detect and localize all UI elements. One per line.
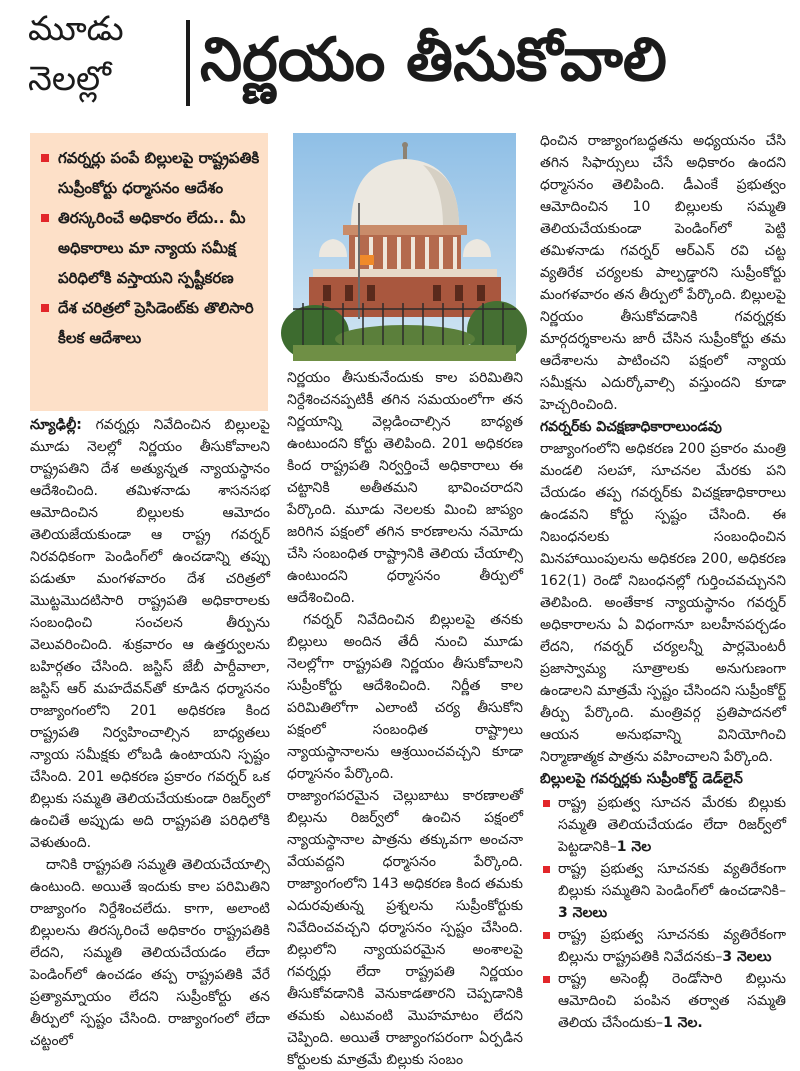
deadline-text: రాష్ట్ర అసెంబ్లీ రెండోసారి బిల్లును ఆమోదించి పంపిన తర్వాత సమ్మతి తెలియ చేసేందుకు– [558, 971, 786, 1031]
deadline-duration: 3 నెలలు [558, 905, 608, 921]
supreme-court-photo [293, 133, 516, 361]
highlight-item: తిరస్కరించే అధికారం లేదు.. మీ అధికారాలు మా న్యాయ సమీక్ష పరిధిలోకి వస్తాయని స్పష్టీకరణ [36, 203, 260, 293]
photo-facade [309, 277, 501, 317]
deadline-text: రాష్ట్ర ప్రభుత్వ సూచనకు వ్యతిరేకంగా బిల్లును రాష్ట్రపతికి నివేదనకు– [558, 927, 786, 965]
highlights-box [30, 133, 268, 411]
highlight-item: గవర్నర్లు పంపే బిల్లులపై రాష్ట్రపతికి సుప్రీంకోర్టు ధర్మాసనం ఆదేశం [36, 143, 260, 203]
deadline-duration: 3 నెలలు [722, 949, 772, 965]
article-paragraph: రాజ్యాంగపరమైన చెల్లుబాటు కారణాలతో బిల్లును రిజర్వ్‌లో ఉంచిన పక్షంలో న్యాయస్థానాల పాత్రను తక్కువగా అంచనా వేయవద్దని ధర్మాసనం పేర్కొంది. రాజ్యాంగంలోని 143 అధికరణ కింద తమకు ఎదురవుతున్న ప్రశ్నలను సుప్రీంకోర్టుకు నివేదించవచ్చని ధర్మాసనం స్పష్టం చేసింది. బిల్లులోని న్యాయపరమైన అంశాలపై గవర్నర్లు లేదా రాష్ట్రపతి నిర్ణయం తీసుకోవడానికి వెనుకాడతారని చెప్పడానికి తమకు ఎటువంటి మొహమాటం లేదని చెప్పింది. అయితే రాజ్యాంగపరంగా ఏర్పడిన కోర్టులకు మాత్రమే బిల్లుకు సంబం [287, 788, 523, 1068]
right-column [540, 130, 786, 1031]
deadline-item [540, 968, 786, 1034]
headline-title: నిర్ణయం తీసుకోవాలి [200, 25, 667, 95]
deadline-item [540, 858, 786, 924]
headline-divider [186, 20, 190, 106]
left-column [30, 414, 270, 1049]
deadline-item [540, 792, 786, 858]
photo-ground [293, 345, 516, 361]
highlight-item: దేశ చరిత్రలో ప్రెసిడెంట్‌కు తొలిసారి కీలక ఆదేశాలు [36, 293, 260, 353]
dateline: న్యూఢిల్లీ: [30, 417, 82, 433]
article-paragraph: గవర్నర్ నివేదించిన బిల్లులపై తనకు బిల్లులు అందిన తేదీ నుంచి మూడు నెలల్లోగా రాష్ట్రపతి నిర్ణయం తీసుకోవాలని సుప్రీంకోర్టు ఆదేశించింది. నిర్ణీత కాల పరిమితిలోగా ఎలాంటి చర్య తీసుకోని పక్షంలో సంబంధిత రాష్ట్రాలు న్యాయస్థానాలను ఆశ్రయించవచ్చని కూడా ధర్మాసనం పేర్కొంది. [287, 612, 523, 782]
kicker-line-1: మూడు [28, 9, 124, 49]
subheading-deadline: బిల్లులపై గవర్నర్లకు సుప్రీంకోర్ట్ డెడ్‌లైన్ [540, 771, 743, 787]
subheading-discretion: గవర్నర్‌కు విచక్షణాధికారాలుండవు [540, 419, 722, 435]
headline-kicker [28, 4, 180, 116]
article-paragraph: నిర్ణయం తీసుకునేందుకు కాల పరిమితిని నిర్దేశించనప్పటికీ తగిన సమయంలోగా తన నిర్ణయాన్ని వెల్లడించాల్సిన బాధ్యత ఉంటుందని కోర్టు తెలిపింది. 201 అధికరణ కింద రాష్ట్రపతి నిర్వర్తించే అధికారాలు ఈ చట్టానికి అతీతమని భావించరాదని పేర్కొంది. మూడు నెలలకు మించి జాప్యం జరిగిన పక్షంలో తగిన కారణాలను నమోదు చేసి సంబంధిత రాష్ట్రానికి తెలియ చేయాల్సి ఉంటుందని ధర్మాసనం తీర్పులో ఆదేశించింది. [287, 370, 523, 606]
deadline-duration: 1 నెల [616, 839, 652, 855]
article-paragraph [30, 414, 270, 854]
article-paragraph: దానికి రాష్ట్రపతి సమ్మతి తెలియచేయాల్సి ఉంటుంది. అయితే ఇందుకు కాల పరిమితిని రాజ్యాంగం నిర్దేశించలేదు. కాగా, అలాంటి బిల్లులను తిరస్కరించే అధికారం రాష్ట్రపతికి లేదని, సమ్మతి తెలియచేయడం లేదా పెండింగ్‌లో ఉంచడం తప్ప రాష్ట్రపతికి వేరే ప్రత్యామ్నాయం లేదని సుప్రీంకోర్టు తన తీర్పులో స్పష్టం చేసింది. రాజ్యాంగంలో లేదా చట్టంలో [30, 857, 270, 1049]
article-paragraph: రాజ్యాంగంలోని అధికరణ 200 ప్రకారం మంత్రి మండలి సలహా, సూచనల మేరకు పని చేయడం తప్ప గవర్నర్‌కు విచక్షణాధికారాలు ఉండవని కోర్టు స్పష్టం చేసింది. ఈ నిబంధనలకు సంబంధించిన మినహాయింపులను అధికరణ 200, అధికరణ 162(1) రెండో నిబంధనల్లో గుర్తించవచ్చునని తెలిపింది. అంతేకాక న్యాయస్థానం గవర్నర్ అధికారాలను ఏ విధంగానూ బలహీనపర్చడం లేదని, గవర్నర్ చర్యలన్నీ పార్లమెంటరీ ప్రజాస్వామ్య సూత్రాలకు అనుగుణంగా ఉండాలని మాత్రమే స్పష్టం చేసిందని సుప్రీంకోర్ట్ తీర్పు పేర్కొంది. మంత్రివర్గ ప్రతిపాదనలో ఆయన అనుభవాన్ని వినియోగించి నిర్మాణాత్మక పాత్రను వహించాలని పేర్కొంది. [540, 441, 786, 765]
deadline-list [540, 792, 786, 1034]
photo-dome-ring [343, 225, 467, 235]
photo-drum [349, 235, 461, 271]
photo-cornice [313, 269, 497, 277]
deadline-duration: 1 నెల. [663, 1015, 703, 1031]
deadline-item [540, 924, 786, 968]
middle-column [287, 367, 523, 1068]
paragraph-text: గవర్నర్లు నివేదించిన బిల్లులపై మూడు నెలల్లో నిర్ణయం తీసుకోవాలని రాష్ట్రపతిని దేశ అత్యున్నత న్యాయస్థానం ఆదేశించింది. తమిళనాడు శాసనసభ ఆమోదించిన బిల్లులకు ఆమోదం తెలియజేయకుండా ఆ రాష్ట్ర గవర్నర్ నిరవధికంగా పెండింగ్‌లో ఉంచడాన్ని తప్పు పడుతూ మంగళవారం దేశ చరిత్రలో మొట్టమొదటిసారి రాష్ట్రపతి అధికారాలకు సంబంధించి సంచలన తీర్పును వెలువరించింది. శుక్రవారం ఆ ఉత్తర్వులను బహిర్గతం చేసింది. జస్టిస్ జేబీ పార్దీవాలా, జస్టిస్ ఆర్ మహదేవన్‌తో కూడిన ధర్మాసనం రాజ్యాంగంలోని 201 అధికరణ కింద రాష్ట్రపతి నిర్వహించాల్సిన బాధ్యతలు న్యాయ సమీక్షకు లోబడి ఉంటాయని స్పష్టం చేసింది. 201 అధికరణ ప్రకారం గవర్నర్ ఒక బిల్లుకు సమ్మతి తెలియచేయకుండా రిజర్వ్‌లో ఉంచితే అప్పుడు అది రాష్ట్రపతి పరిధిలోకి వెళుతుంది. [30, 417, 270, 851]
photo-finial-top [402, 142, 408, 148]
supreme-court-photo-image [293, 133, 516, 361]
photo-flag [360, 255, 374, 265]
highlights-list [36, 143, 260, 353]
deadline-text: రాష్ట్ర ప్రభుత్వ సూచన మేరకు బిల్లుకు సమ్మతి తెలియచేయడం లేదా రిజర్వ్‌లో పెట్టడానికి– [558, 795, 786, 855]
deadline-text: రాష్ట్ర ప్రభుత్వ సూచనకు వ్యతిరేకంగా బిల్లుకు సమ్మతిని పెండింగ్‌లో ఉంచడానికి– [558, 861, 786, 899]
kicker-line-2: నెలల్లో [28, 59, 111, 99]
article-paragraph: ధించిన రాజ్యాంగబద్ధతను అధ్యయనం చేసి తగిన సిఫార్సులు చేసే అధికారం ఉందని ధర్మాసనం తెలిపింది. డీఎంకే ప్రభుత్వం ఆమోదించిన 10 బిల్లులకు సమ్మతి తెలియచేయకుండా పెండింగ్‌లో పెట్టి తమిళనాడు గవర్నర్ ఆర్‌ఎన్ రవి చట్ట వ్యతిరేక చర్యలకు పాల్పడ్డారని సుప్రీంకోర్టు మంగళవారం తన తీర్పులో పేర్కొంది. బిల్లులపై నిర్ణయం తీసుకోవడానికి గవర్నర్లకు మార్గదర్శకాలను జారీ చేసిన సుప్రీంకోర్టు తమ ఆదేశాలను పాటించని పక్షంలో న్యాయ సమీక్షను ఎదుర్కోవాల్సి వస్తుందని కూడా హెచ్చరించింది. [540, 133, 786, 413]
